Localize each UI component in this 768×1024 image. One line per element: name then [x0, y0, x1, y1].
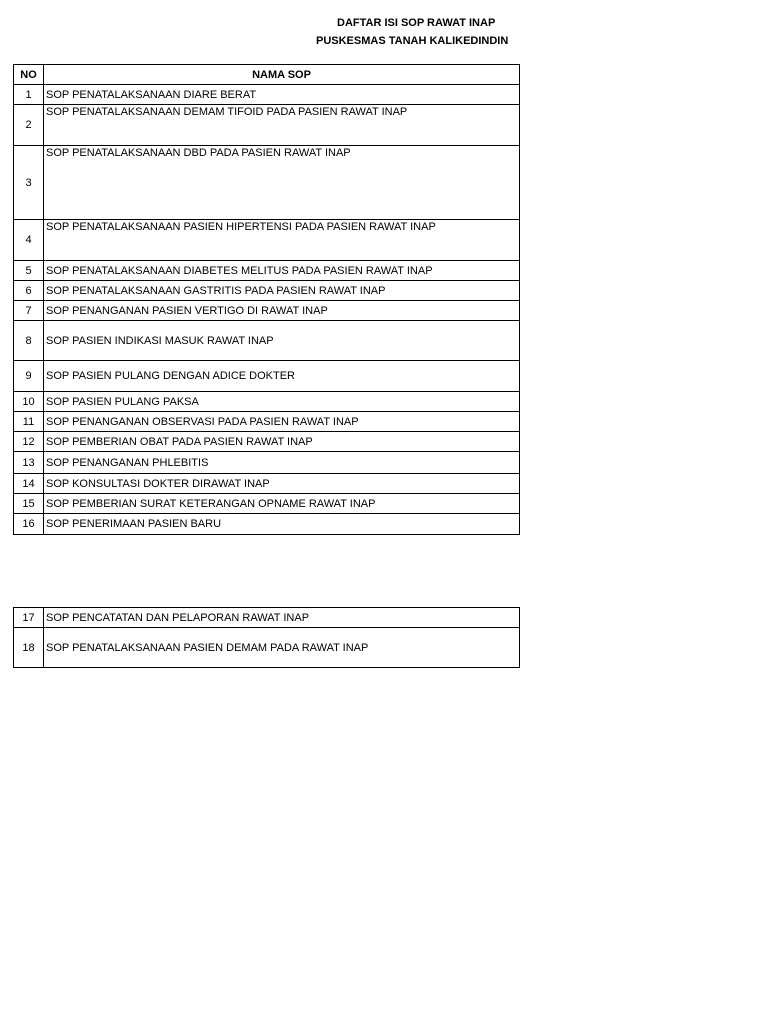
sop-name: SOP PENCATATAN DAN PELAPORAN RAWAT INAP	[44, 608, 520, 628]
sop-name: SOP PEMBERIAN OBAT PADA PASIEN RAWAT INAP	[44, 432, 520, 452]
row-number: 5	[14, 261, 44, 281]
table-row	[14, 628, 520, 668]
row-number: 17	[14, 608, 44, 628]
sop-name: SOP PENANGANAN PHLEBITIS	[44, 452, 520, 474]
sop-name: SOP PENATALAKSANAAN DIARE BERAT	[44, 85, 520, 105]
table-row	[14, 452, 520, 474]
table-header-row	[14, 65, 520, 85]
sop-name: SOP PENATALAKSANAAN DBD PADA PASIEN RAWAT INAP	[44, 146, 520, 220]
row-number: 16	[14, 514, 44, 535]
row-number: 14	[14, 474, 44, 494]
row-number: 7	[14, 301, 44, 321]
table-row	[14, 261, 520, 281]
sop-name: SOP PENATALAKSANAAN DIABETES MELITUS PADA PASIEN RAWAT INAP	[44, 261, 520, 281]
sop-name: SOP PASIEN INDIKASI MASUK RAWAT INAP	[44, 321, 520, 361]
row-number: 11	[14, 412, 44, 432]
table-row	[14, 85, 520, 105]
sop-name: SOP PASIEN PULANG DENGAN ADICE DOKTER	[44, 361, 520, 392]
sop-name: SOP PENERIMAAN PASIEN BARU	[44, 514, 520, 535]
sop-name: SOP KONSULTASI DOKTER DIRAWAT INAP	[44, 474, 520, 494]
sop-name: SOP PENATALAKSANAAN GASTRITIS PADA PASIEN RAWAT INAP	[44, 281, 520, 301]
row-number: 9	[14, 361, 44, 392]
table-row	[14, 494, 520, 514]
table-row	[14, 321, 520, 361]
sop-table-continued	[13, 607, 520, 668]
sop-name: SOP PENATALAKSANAAN PASIEN HIPERTENSI PADA PASIEN RAWAT INAP	[44, 220, 520, 261]
table-row	[14, 392, 520, 412]
table-row	[14, 432, 520, 452]
table-row	[14, 608, 520, 628]
row-number: 3	[14, 146, 44, 220]
sop-name: SOP PENATALAKSANAAN PASIEN DEMAM PADA RAWAT INAP	[44, 628, 520, 668]
table-row	[14, 105, 520, 146]
sop-table	[13, 64, 520, 535]
sop-name: SOP PENATALAKSANAAN DEMAM TIFOID PADA PASIEN RAWAT INAP	[44, 105, 520, 146]
table-row	[14, 412, 520, 432]
table-row	[14, 301, 520, 321]
column-header-no: NO	[14, 65, 44, 85]
row-number: 6	[14, 281, 44, 301]
row-number: 15	[14, 494, 44, 514]
table-row	[14, 220, 520, 261]
row-number: 10	[14, 392, 44, 412]
row-number: 8	[14, 321, 44, 361]
sop-name: SOP PENANGANAN OBSERVASI PADA PASIEN RAWAT INAP	[44, 412, 520, 432]
document-subtitle: PUSKESMAS TANAH KALIKEDINDIN	[316, 35, 509, 47]
table-row	[14, 361, 520, 392]
table-row	[14, 474, 520, 494]
row-number: 13	[14, 452, 44, 474]
row-number: 1	[14, 85, 44, 105]
table-row	[14, 281, 520, 301]
column-header-name: NAMA SOP	[44, 65, 520, 85]
row-number: 2	[14, 105, 44, 146]
sop-name: SOP PEMBERIAN SURAT KETERANGAN OPNAME RAWAT INAP	[44, 494, 520, 514]
document-title: DAFTAR ISI SOP RAWAT INAP	[337, 17, 496, 29]
table-row	[14, 514, 520, 535]
sop-name: SOP PASIEN PULANG PAKSA	[44, 392, 520, 412]
sop-name: SOP PENANGANAN PASIEN VERTIGO DI RAWAT INAP	[44, 301, 520, 321]
row-number: 4	[14, 220, 44, 261]
row-number: 12	[14, 432, 44, 452]
table-row	[14, 146, 520, 220]
row-number: 18	[14, 628, 44, 668]
